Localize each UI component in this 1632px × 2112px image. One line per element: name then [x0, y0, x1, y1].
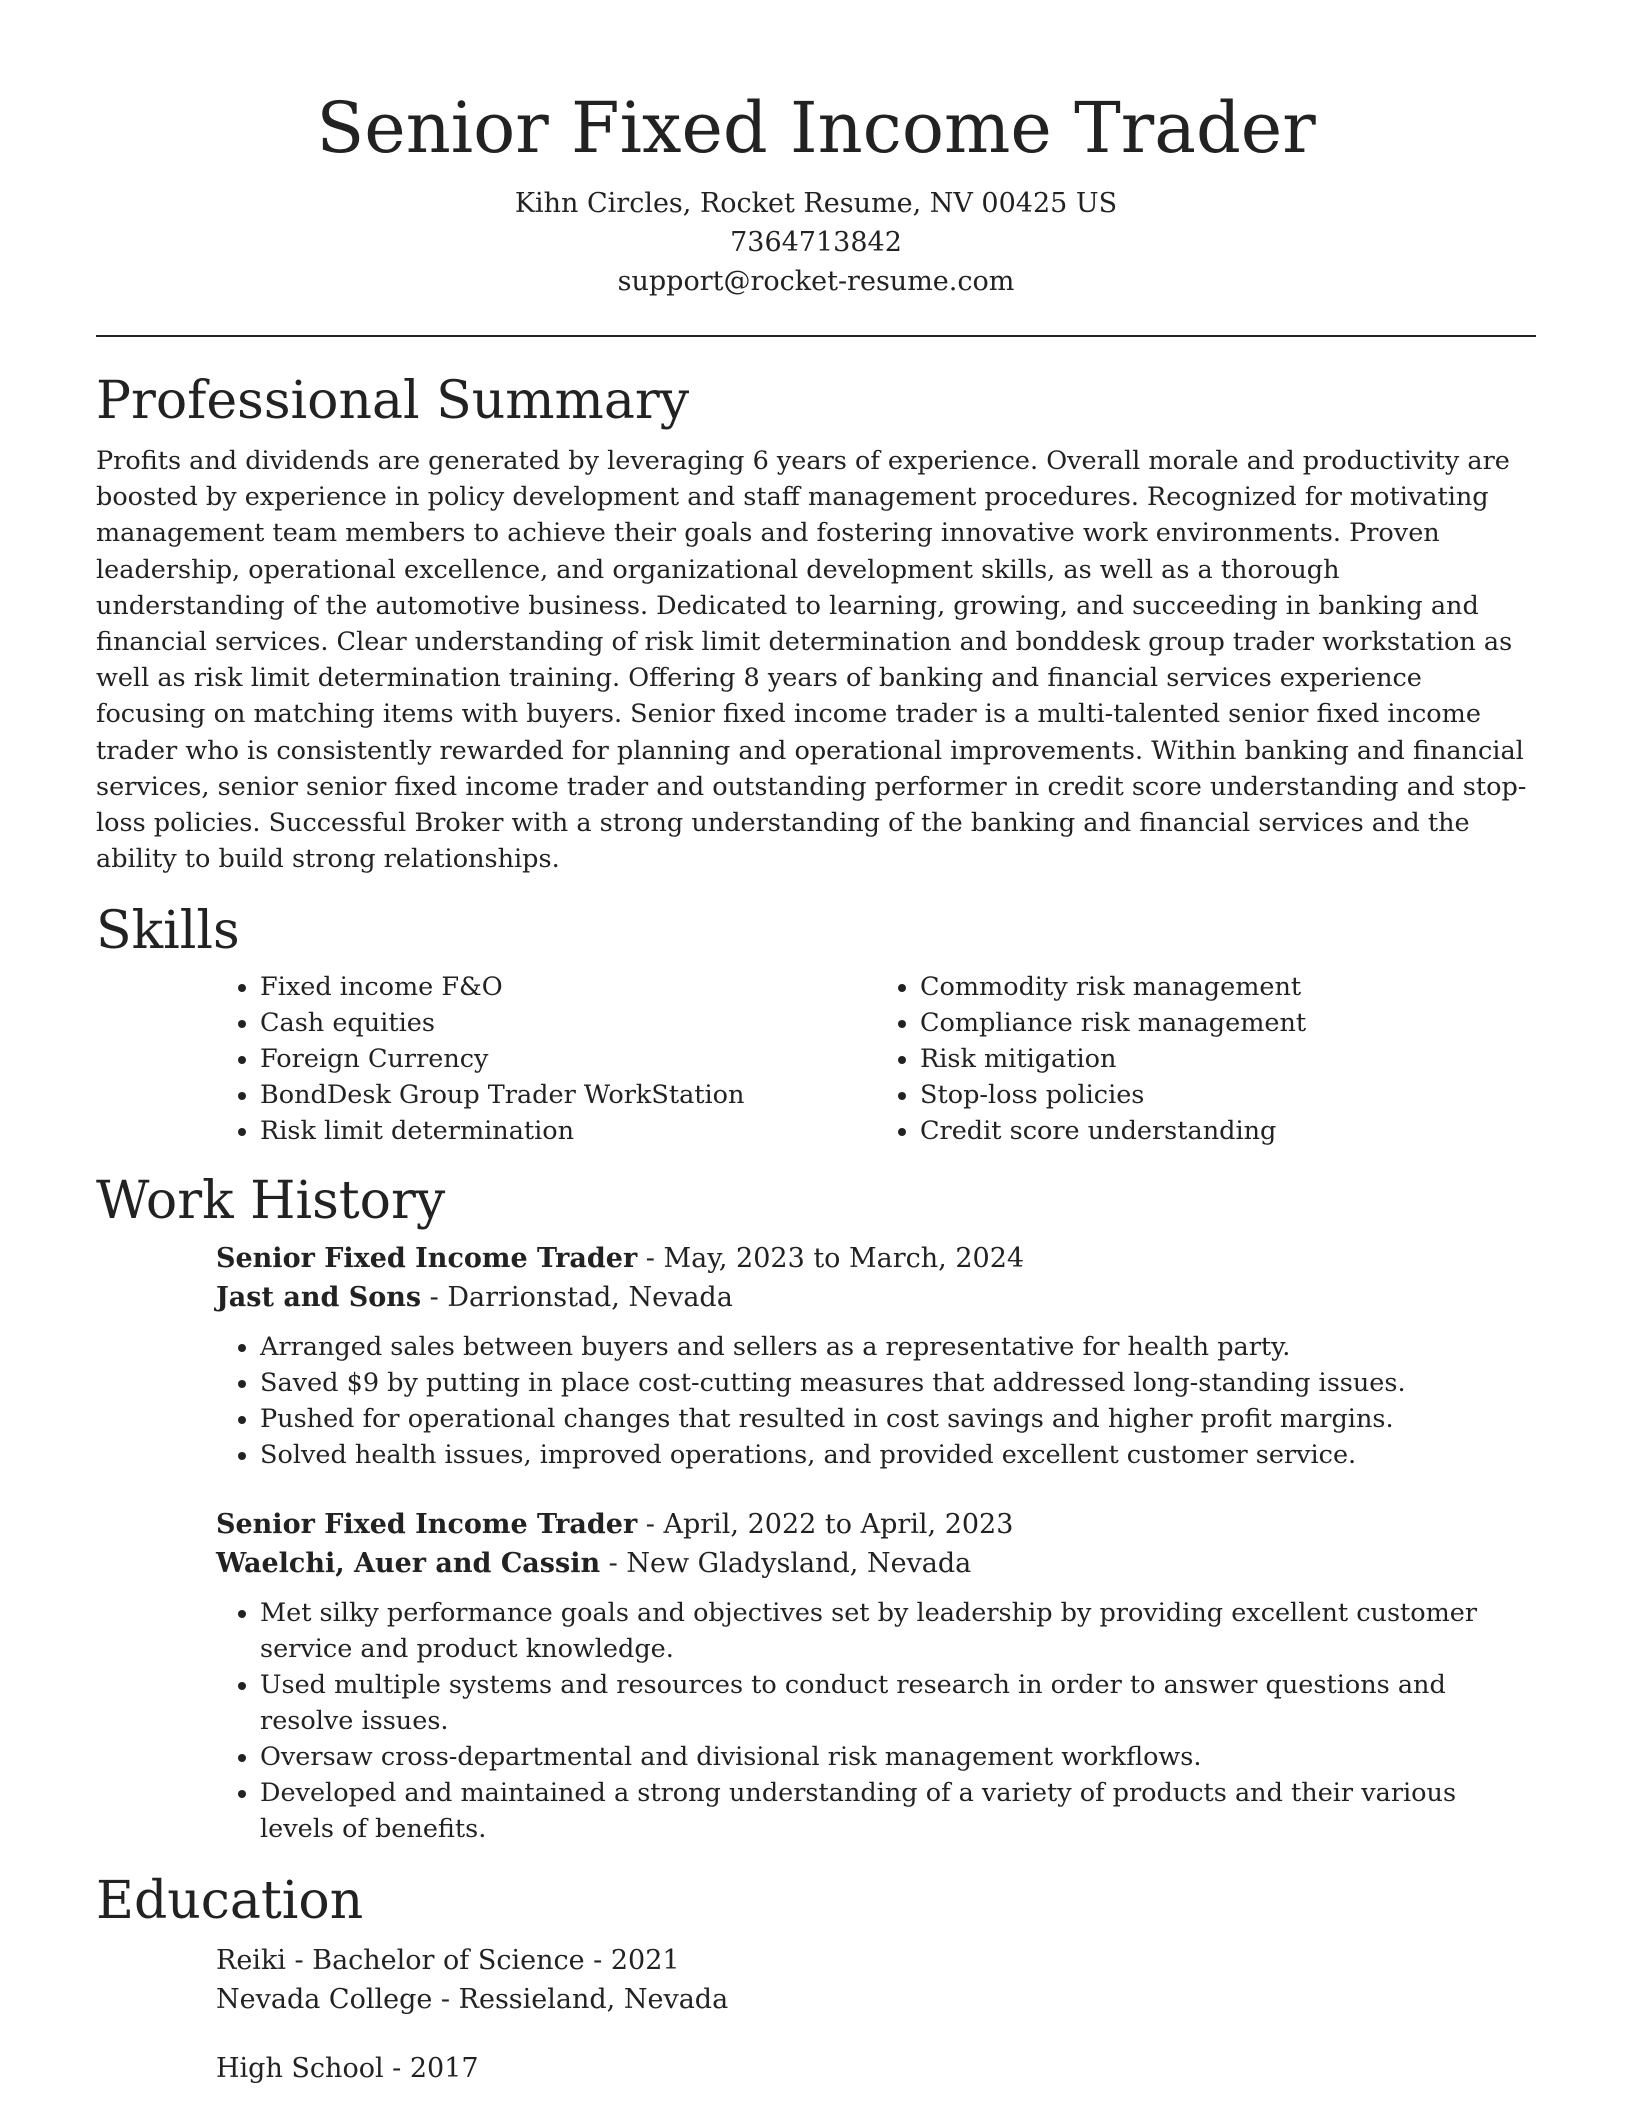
contact-block — [96, 184, 1536, 301]
skill-item: • BondDesk Group Trader WorkStation — [260, 1077, 876, 1113]
section-title-work: Work History — [96, 1171, 446, 1232]
job-dates: - May, 2023 to March, 2024 — [637, 1243, 1025, 1275]
job-dates: - April, 2022 to April, 2023 — [637, 1509, 1014, 1541]
skills-grid — [216, 969, 1536, 1149]
contact-address: Kihn Circles, Rocket Resume, NV 00425 US — [514, 188, 1118, 219]
job-company: Waelchi, Auer and Cassin — [216, 1548, 601, 1580]
job-bullet: • Solved health issues, improved operations, and provided excellent customer service. — [260, 1437, 1536, 1473]
resume-name: Senior Fixed Income Trader — [316, 87, 1316, 169]
header-divider — [96, 335, 1536, 337]
job-bullet: • Developed and maintained a strong understanding of a variety of products and their various levels of benefits. — [260, 1775, 1536, 1847]
resume-page — [96, 0, 1536, 2088]
job-role: Senior Fixed Income Trader — [216, 1243, 638, 1275]
job-bullets — [216, 1595, 1536, 1847]
education-location: - Ressieland, Nevada — [432, 1984, 729, 2016]
job-bullet: • Saved $9 by putting in place cost-cutting measures that addressed long-standing issues. — [260, 1365, 1536, 1401]
education-degree: High School - 2017 — [216, 2053, 479, 2085]
job-entry — [216, 1239, 1536, 1473]
skill-item: • Credit score understanding — [920, 1113, 1536, 1149]
job-title-line — [216, 1505, 1536, 1544]
skills-list-left — [216, 969, 876, 1149]
job-company-line — [216, 1544, 1536, 1583]
job-entry — [216, 1505, 1536, 1847]
job-title-line — [216, 1239, 1536, 1278]
job-location: - Darrionstad, Nevada — [421, 1282, 733, 1314]
education-entry — [216, 2049, 1536, 2088]
job-bullet: • Arranged sales between buyers and sellers as a representative for health party. — [260, 1329, 1536, 1365]
job-bullet: • Used multiple systems and resources to conduct research in order to answer questions and resolve issues. — [260, 1667, 1536, 1739]
skill-item: • Risk limit determination — [260, 1113, 876, 1149]
job-bullets — [216, 1329, 1536, 1473]
job-bullet: • Met silky performance goals and objectives set by leadership by providing excellent customer service and product knowledge. — [260, 1595, 1536, 1667]
skill-item: • Stop-loss policies — [920, 1077, 1536, 1113]
skill-item: • Risk mitigation — [920, 1041, 1536, 1077]
contact-phone: 7364713842 — [730, 227, 902, 258]
job-location: - New Gladysland, Nevada — [600, 1548, 972, 1580]
education-degree: Reiki - Bachelor of Science - 2021 — [216, 1945, 680, 1977]
section-title-summary: Professional Summary — [96, 371, 690, 431]
skill-item: • Cash equities — [260, 1005, 876, 1041]
skill-item: • Commodity risk management — [920, 969, 1536, 1005]
education-school-line — [216, 1980, 1536, 2019]
job-company-line — [216, 1278, 1536, 1317]
contact-email: support@rocket-resume.com — [617, 266, 1015, 297]
skills-list-right — [876, 969, 1536, 1149]
education-school: Nevada College — [216, 1984, 433, 2016]
job-bullet: • Pushed for operational changes that resulted in cost savings and higher profit margins. — [260, 1401, 1536, 1437]
section-title-skills: Skills — [96, 901, 240, 962]
job-bullet: • Oversaw cross-departmental and divisional risk management workflows. — [260, 1739, 1536, 1775]
summary-text: Profits and dividends are generated by leveraging 6 years of experience. Overall morale and productivity are boosted by experience in policy development and staff management procedures. Recognized for motivating management team members to achieve their goals and fostering innovative work environments. Proven leadership, operational excellence, and organizational development skills, as well as a thorough understanding of the automotive business. Dedicated to learning, growing, and succeeding in banking and financial services. Clear understanding of risk limit determination and bonddesk group trader workstation as well as risk limit determination training. Offering 8 years of banking and financial services experience focusing on matching items with buyers. Senior fixed income trader is a multi-talented senior fixed income trader who is consistently rewarded for planning and operational improvements. Within banking and financial services, senior senior fixed income trader and outstanding performer in credit score understanding and stop-loss policies. Successful Broker with a strong understanding of the banking and financial services and the ability to build strong relationships. — [96, 446, 1527, 875]
job-role: Senior Fixed Income Trader — [216, 1509, 638, 1541]
education-entry — [216, 1941, 1536, 2019]
job-company: Jast and Sons — [216, 1282, 422, 1314]
skill-item: • Fixed income F&O — [260, 969, 876, 1005]
skill-item: • Foreign Currency — [260, 1041, 876, 1077]
skill-item: • Compliance risk management — [920, 1005, 1536, 1041]
section-title-education: Education — [96, 1871, 364, 1932]
